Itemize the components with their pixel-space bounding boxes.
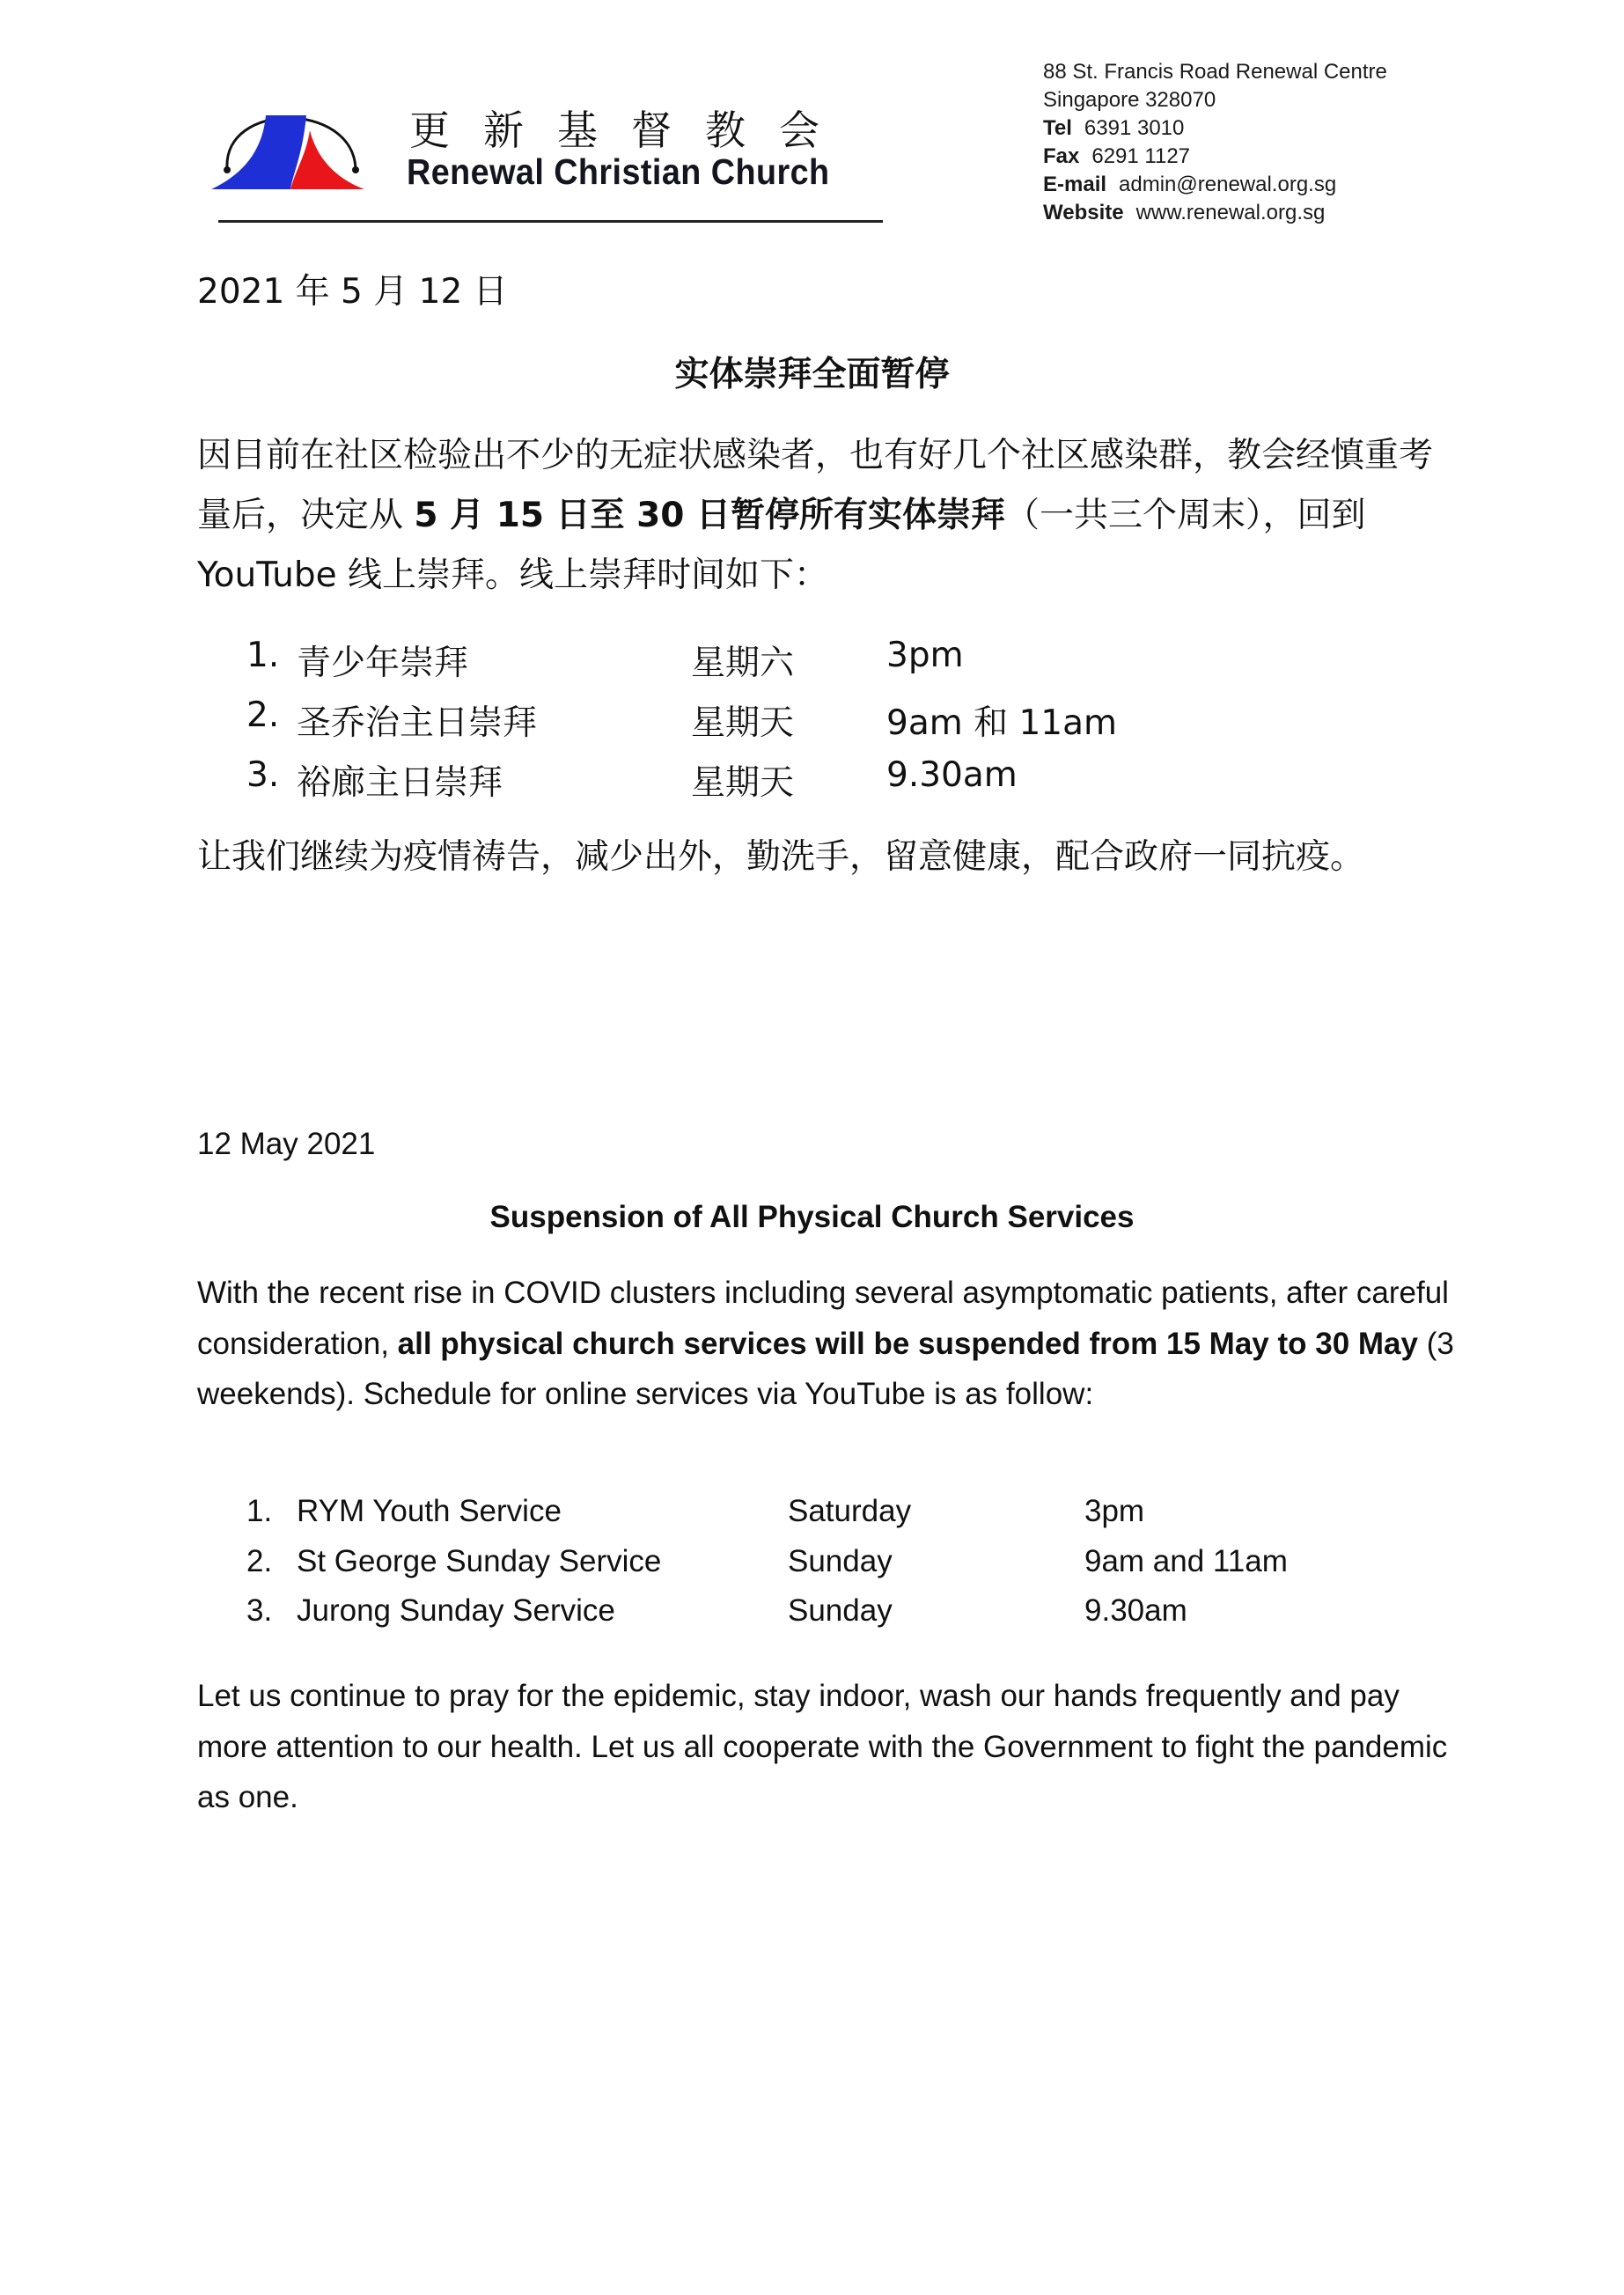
service-day: Sunday: [788, 1593, 893, 1628]
church-name-chinese: 更新基督教会: [409, 107, 853, 154]
item-number: 3.: [246, 755, 280, 795]
service-time: 9.30am: [886, 755, 1018, 795]
tel-value: 6391 3010: [1084, 116, 1185, 140]
english-title: Suspension of All Physical Church Services: [489, 1200, 1135, 1234]
english-schedule-item: [0, 1544, 1624, 1585]
website-label: Website: [1043, 201, 1124, 224]
header-rule: [218, 220, 883, 223]
item-number: 1.: [246, 1494, 273, 1528]
contact-block: [1043, 58, 1387, 227]
service-time: 9am and 11am: [1084, 1544, 1288, 1578]
email-line: [1043, 171, 1387, 199]
english-para1-text-a: With the recent rise in COVID clusters including several asymptomatic patients, after careful consideration,: [197, 1276, 1449, 1361]
logo-arc-end-right: [352, 166, 359, 173]
english-para1-text-b: (3 weekends). Schedule for online services via YouTube is as follow:: [197, 1326, 1454, 1411]
chinese-date: 2021 年 5 月 12 日: [197, 272, 508, 312]
chinese-para1-text-a: 因目前在社区检验出不少的无症状感染者，也有好几个社区感染群，教会经慎重考量后，决定从: [197, 436, 1434, 535]
church-logo: [204, 92, 371, 194]
english-paragraph-1: [197, 1268, 1465, 1420]
service-day: Sunday: [788, 1544, 893, 1578]
english-para1-bold: all physical church services will be suspended from 15 May to 30 May: [397, 1326, 1418, 1361]
chinese-title: 实体崇拜全面暂停: [674, 355, 950, 394]
fax-value: 6291 1127: [1091, 144, 1191, 168]
chinese-schedule-item: [0, 755, 1624, 803]
fax-label: Fax: [1043, 144, 1080, 168]
service-name: St George Sunday Service: [297, 1544, 662, 1578]
english-schedule-item: [0, 1593, 1624, 1634]
address-line-1: 88 St. Francis Road Renewal Centre: [1043, 60, 1387, 84]
english-date: 12 May 2021: [197, 1127, 376, 1161]
tel-label: Tel: [1043, 116, 1072, 140]
website-line: [1043, 199, 1387, 227]
chinese-paragraph-1: [197, 426, 1447, 606]
item-number: 1.: [246, 636, 280, 675]
service-day: 星期天: [691, 763, 795, 803]
service-name: 青少年崇拜: [297, 644, 469, 683]
chinese-para1-bold: 5 月 15 日至 30 日暂停所有实体崇拜: [414, 496, 1005, 535]
website-link[interactable]: www.renewal.org.sg: [1135, 201, 1326, 224]
chinese-schedule-item: [0, 636, 1624, 683]
email-label: E-mail: [1043, 173, 1107, 196]
logo-blue-shape: [211, 115, 306, 189]
service-name: Jurong Sunday Service: [297, 1593, 615, 1628]
email-link[interactable]: admin@renewal.org.sg: [1119, 173, 1337, 196]
service-day: 星期天: [691, 703, 795, 743]
chinese-paragraph-2: 让我们继续为疫情祷告，减少出外，勤洗手，留意健康，配合政府一同抗疫。: [197, 837, 1365, 877]
chinese-para1-text-b: （一共三个周末），回到 YouTube 线上崇拜。线上崇拜时间如下：: [197, 496, 1366, 595]
service-day: Saturday: [788, 1494, 912, 1528]
service-time: 9am 和 11am: [886, 703, 1118, 743]
tel-line: [1043, 114, 1387, 143]
logo-arc-end-left: [224, 166, 231, 173]
chinese-schedule-item: [0, 695, 1624, 743]
service-time: 9.30am: [1084, 1593, 1187, 1628]
service-name: 裕廊主日崇拜: [297, 763, 503, 803]
item-number: 2.: [246, 695, 280, 735]
item-number: 2.: [246, 1544, 273, 1578]
fax-line: [1043, 143, 1387, 171]
service-name: RYM Youth Service: [297, 1494, 562, 1528]
service-name: 圣乔治主日崇拜: [297, 703, 538, 743]
english-paragraph-2: Let us continue to pray for the epidemic, stay indoor, wash our hands frequently and pay more attention to our health. Let us all cooperate with the Government to fight the pandemic as one.: [197, 1679, 1448, 1814]
service-time: 3pm: [886, 636, 964, 675]
service-day: 星期六: [691, 644, 795, 683]
address-line-2: Singapore 328070: [1043, 88, 1216, 112]
english-schedule-item: [0, 1494, 1624, 1534]
church-name-english: Renewal Christian Church: [407, 151, 830, 192]
service-time: 3pm: [1084, 1494, 1145, 1528]
item-number: 3.: [246, 1593, 273, 1628]
